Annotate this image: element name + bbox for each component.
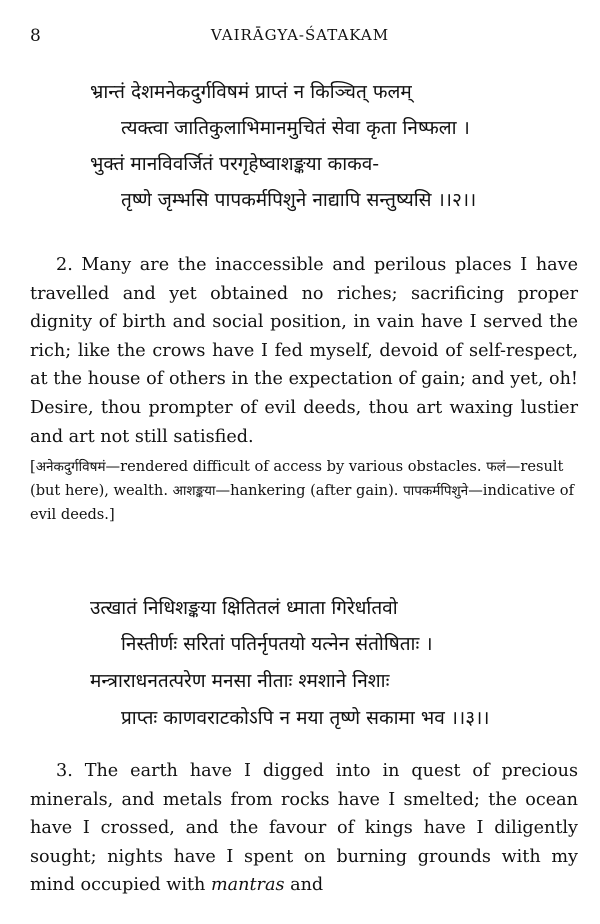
translation-text: [30, 757, 578, 900]
verse-line: मन्त्राराधनतत्परेण मनसा नीताः श्मशाने निशाः: [90, 670, 390, 692]
translation-2: [30, 251, 578, 451]
verse-line: तृष्णे जृम्भसि पापकर्मपिशुने नाद्यापि सन्तुष्यसि ।।२।।: [121, 189, 477, 211]
gloss-term: फलं: [486, 459, 506, 475]
verse-line: भ्रान्तं देशमनेकदुर्गविषमं प्राप्तं न किञ्चित् फलम्: [90, 81, 412, 103]
page-number: 8: [30, 26, 41, 46]
gloss-text: —indicative of evil deeds.]: [30, 482, 574, 523]
verse-line: भुक्तं मानविवर्जितं परगृहेष्वाशङ्कया काकव-: [90, 153, 380, 175]
gloss-term: अनेकदुर्गविषमं: [35, 459, 106, 475]
italic-term: mantras: [210, 875, 285, 896]
verse-line: प्राप्तः काणवराटकोऽपि न मया तृष्णे सकामा भव ।।३।।: [121, 707, 490, 729]
gloss-text: —rendered difficult of access by various obstacles.: [105, 458, 487, 475]
verse-line: निस्तीर्णः सरितां पतिर्नृपतयो यत्नेन संतोषिताः ।: [121, 633, 433, 655]
page-header: [0, 26, 600, 50]
verse-line: त्यक्त्वा जातिकुलाभिमानमुचितं सेवा कृता निष्फला ।: [121, 117, 470, 139]
translation-text-part: 3. The earth have I digged into in quest of precious minerals, and metals from rocks have I smelted; the ocean have I crossed, and the favour of kings have I diligently sought; nights have I spent on burning grounds with my mind occupied with: [30, 761, 578, 896]
verse-line: उत्खातं निधिशङ्कया क्षितितलं ध्माता गिरेर्धातवो: [90, 597, 398, 619]
gloss-term: पापकर्मपिशुने: [403, 483, 469, 499]
bracket-open: [: [30, 458, 36, 475]
translation-text-part: and: [284, 875, 324, 896]
gloss-text: —hankering (after gain).: [215, 482, 404, 499]
running-title: VAIRĀGYA-ŚATAKAM: [210, 26, 390, 44]
glossary-notes-2: [30, 455, 578, 527]
gloss-term: आशङ्कया: [172, 483, 216, 499]
gloss-text: —result (but here), wealth.: [30, 458, 564, 499]
translation-text: 2. Many are the inaccessible and perilous places I have travelled and yet obtained no riches; sacrificing proper dignity of birth and social position, in vain have I served the rich; like the crows have I fed myself, devoid of self-respect, at the house of others in the expectation of gain; and yet, oh! Desire, thou prompter of evil deeds, thou art waxing lustier and art not still satisfied.: [30, 255, 578, 447]
translation-3: [30, 757, 578, 900]
